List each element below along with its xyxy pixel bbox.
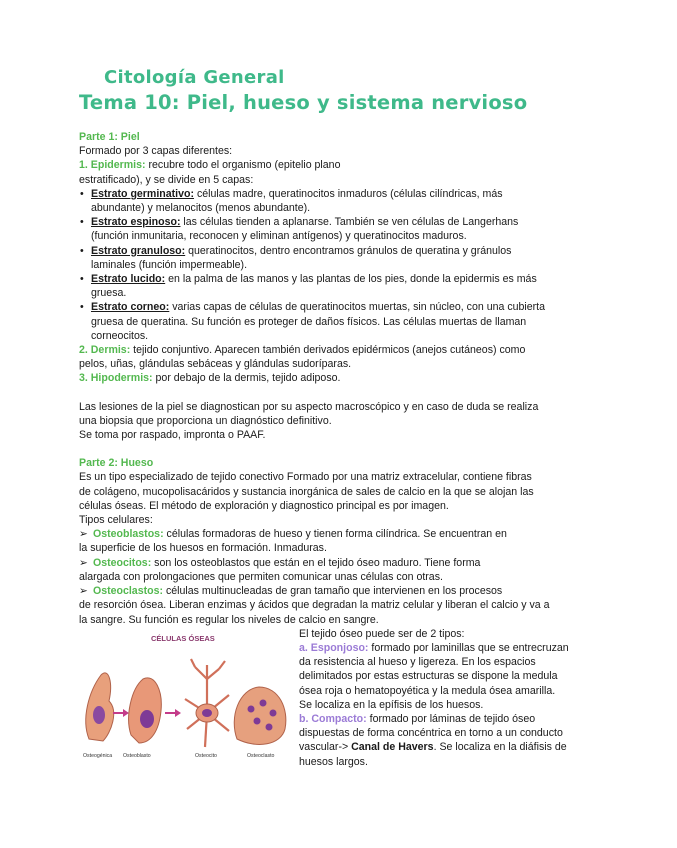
osteocitos-line [79,556,599,570]
esponjoso-line: Se localiza en la epífisis de los huesos. [299,698,484,711]
layer-text-cont: gruesa de queratina. Su función es proteger de daños físicos. Las células muertas de llaman [91,315,527,328]
layer-name: Estrato corneo: [91,301,170,314]
compacto-line: dispuestas de forma concéntrica en torno a un conducto [299,727,563,740]
epidermis-line [79,158,599,172]
arrow-icon: ➢ [79,556,88,569]
hueso-p3: células óseas. El método de exploración y diagnostico principal es por imagen. [79,499,449,512]
figure-label: Osteoblasto [123,752,151,759]
osteoclastos-line-3: la sangre. Su función es regular los niveles de calcio en sangre. [79,613,379,626]
compacto-line [299,712,599,726]
bone-tissue-types [299,627,599,769]
esponjoso-line: delimitados por estas estructuras se dispone la medula [299,670,558,683]
compacto-text: vascular-> [299,741,352,754]
list-item [79,215,599,243]
arrow-head-icon [175,709,181,717]
hueso-p1: Es un tipo especializado de tejido conectivo Formado por una matriz extracelular, contiene fibras [79,471,532,484]
figure-label: Osteogénica [83,752,113,759]
nucleus-icon [93,706,105,724]
document-title: Citología General [104,67,285,88]
epidermis-text: recubre todo el organismo (epitelio plano [145,159,341,172]
figure-label: Osteocito [195,752,217,759]
dermis-line-2: pelos, uñas, glándulas sebáceas y glándulas sudoríparas. [79,358,352,371]
layer-text: células madre, queratinocitos inmaduros (células cilíndricas, más [194,187,503,200]
epidermis-line-2: estratificado), y se divide en 5 capas: [79,173,254,186]
layer-text: las células tienden a aplanarse. También se ven células de Langerhans [180,216,519,229]
layer-text: queratinocitos, dentro encontramos gránulos de queratina y gránulos [185,244,512,257]
layer-name: Estrato espinoso: [91,216,181,229]
osteoblastos-text: células formadoras de hueso y tienen forma cilíndrica. Se encuentran en [163,528,507,541]
osteocitos-label: Osteocitos: [92,556,152,569]
layer-text: varias capas de células de queratinocitos muertas, sin núcleo, con una cubierta [169,301,546,314]
section-heading-piel: Parte 1: Piel [79,131,140,143]
esponjoso-line: ósea roja o hematopoyética y la medula ósea amarilla. [299,684,556,697]
osteoblastos-label: Osteoblastos: [92,528,164,541]
compacto-label: b. Compacto: [299,712,367,725]
epidermis-label: 1. Epidermis: [79,159,146,172]
spacer [79,442,599,456]
hipodermis-line [79,371,599,385]
hipodermis-text: por debajo de la dermis, tejido adiposo. [152,372,341,385]
lesiones-line-2: una biopsia que proporciona un diagnóstico definitivo. [79,414,332,427]
list-item [79,272,599,300]
section-heading-hueso: Parte 2: Hueso [79,457,154,470]
arrow-icon: ➢ [79,528,88,541]
osteocyte-cell-icon [185,659,229,747]
compacto-text: . Se localiza en la diáfisis de [433,741,567,754]
hueso-p2: de colágeno, mucopolisacáridos y sustancia inorgánica de sales de calcio en la que se alojan las [79,485,534,498]
osteoclast-cell-icon [234,687,286,744]
osteocitos-text: son los osteoblastos que están en el tejido óseo maduro. Tiene forma [151,556,481,569]
osteoblastos-line-2: la superficie de los huesos en formación. Inmaduras. [79,542,327,555]
bone-cells-figure [79,629,291,761]
osteocitos-line-2: alargada con prolongaciones que permiten comunicar unas células con otras. [79,570,443,583]
osteoclastos-text: células multinucleadas de gran tamaño que intervienen en los procesos [163,585,503,598]
figure-and-text [79,627,599,767]
layer-text-cont: corneocitos. [91,329,149,342]
osteoclastos-line-2: de resorción ósea. Liberan enzimas y ácidos que degradan la matriz celular y liberan el calcio y va a [79,599,550,612]
figure-title: CÉLULAS ÓSEAS [151,633,215,643]
spacer [79,386,599,400]
canal-havers: Canal de Havers [351,741,434,754]
list-item [79,300,599,343]
tejido-intro: El tejido óseo puede ser de 2 tipos: [299,627,465,640]
skin-layer-list [79,187,599,343]
osteoblastos-line [79,527,599,541]
esponjoso-line: da resistencia al hueso y ligereza. En los espacios [299,656,536,669]
nucleus-icon [140,710,154,728]
layer-text-cont: (función inmunitaria, reconocen y eliminan antígenos) y queratinocitos maduros. [91,230,467,243]
hipodermis-label: 3. Hipodermis: [79,372,153,385]
layer-text-cont: laminales (función impermeable). [91,258,248,271]
dermis-label: 2. Dermis: [79,344,131,357]
dermis-text: tejido conjuntivo. Aparecen también derivados epidérmicos (anejos cutáneos) como [130,344,526,357]
layer-name: Estrato germinativo: [91,187,195,200]
layer-name: Estrato granuloso: [91,244,186,257]
esponjoso-line [299,641,599,655]
lesiones-line-1: Las lesiones de la piel se diagnostican por su aspecto macroscópico y en caso de duda se realiza [79,400,539,413]
list-item [79,244,599,272]
layer-text-cont: abundante) y melanocitos (menos abundante). [91,202,311,215]
osteoclastos-line [79,584,599,598]
list-item [79,187,599,215]
piel-intro: Formado por 3 capas diferentes: [79,145,233,158]
compacto-text: formado por láminas de tejido óseo [366,712,536,725]
compacto-line [299,740,599,754]
esponjoso-text: formado por laminillas que se entrecruzan [368,641,569,654]
dermis-line [79,343,599,357]
arrow-head-icon [123,709,129,717]
layer-name: Estrato lucido: [91,273,166,286]
nucleus-icon [202,709,212,717]
lesiones-line-3: Se toma por raspado, impronta o PAAF. [79,429,266,442]
osteoclastos-label: Osteoclastos: [92,585,164,598]
tipos-celulares: Tipos celulares: [79,514,153,527]
document-body [79,130,599,767]
arrow-icon: ➢ [79,585,88,598]
esponjoso-label: a. Esponjoso: [299,641,369,654]
document-subtitle: Tema 10: Piel, hueso y sistema nervioso [79,91,528,114]
figure-label: Osteoclasto [247,752,275,759]
layer-text: en la palma de las manos y las plantas de los pies, donde la epidermis es más [165,273,537,286]
layer-text-cont: gruesa. [91,287,127,300]
compacto-line: huesos largos. [299,755,368,768]
